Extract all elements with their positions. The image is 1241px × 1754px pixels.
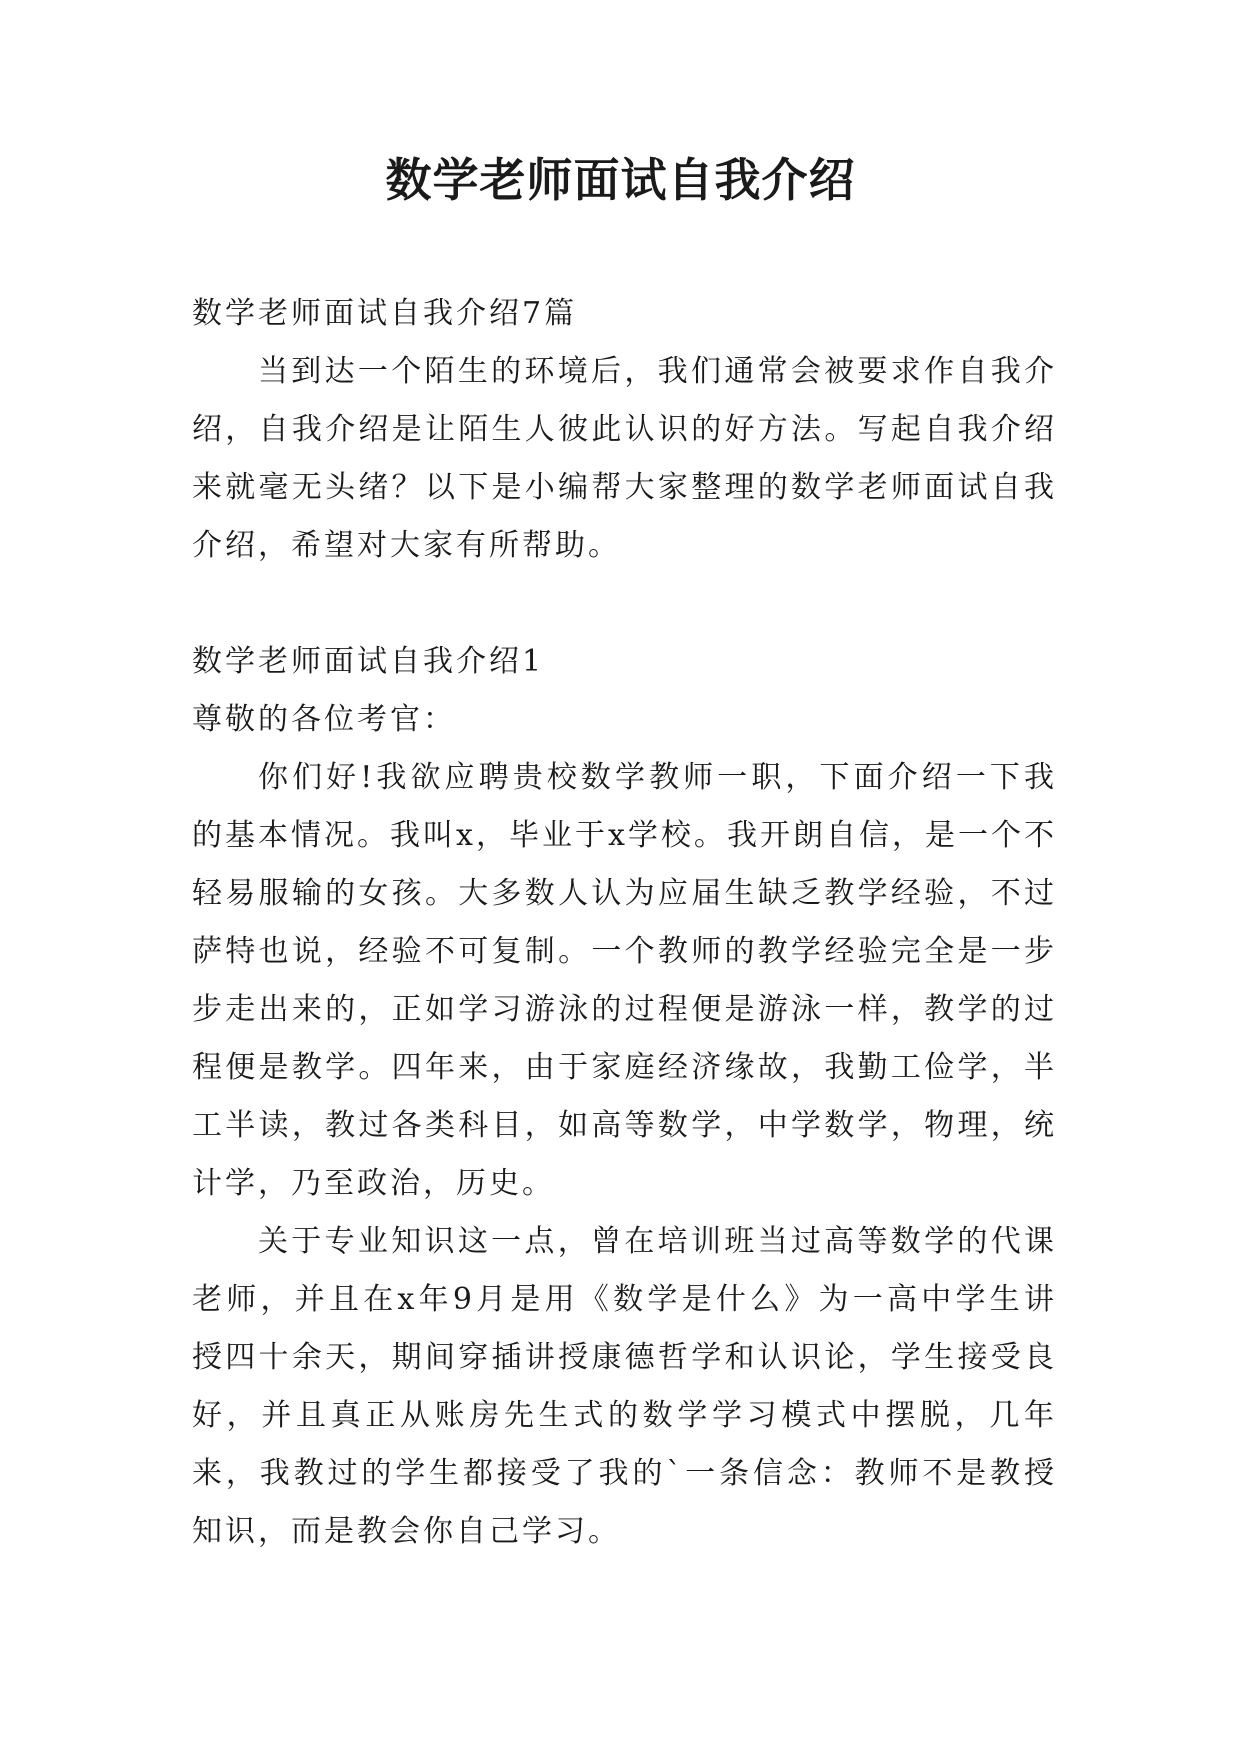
document-body [192,285,1057,1561]
document-title: 数学老师面试自我介绍 [385,153,856,207]
salutation: 尊敬的各位考官： [192,702,456,737]
document-subtitle: 数学老师面试自我介绍7篇 [192,296,578,331]
intro-paragraph: 当到达一个陌生的环境后，我们通常会被要求作自我介绍，自我介绍是让陌生人彼此认识的好方法。写起自我介绍来就毫无头绪？以下是小编帮大家整理的数学老师面试自我介绍，希望对大家有所帮助。 [192,354,1057,563]
body-paragraph-2: 关于专业知识这一点，曾在培训班当过高等数学的代课老师，并且在x年9月是用《数学是什么》为一高中学生讲授四十余天，期间穿插讲授康德哲学和认识论，学生接受良好，并且真正从账房先生式的数学学习模式中摆脱，几年来，我教过的学生都接受了我的`一条信念：教师不是教授知识，而是教会你自己学习。 [192,1224,1057,1549]
body-paragraph-1: 你们好!我欲应聘贵校数学教师一职，下面介绍一下我的基本情况。我叫x，毕业于x学校。我开朗自信，是一个不轻易服输的女孩。大多数人认为应届生缺乏教学经验，不过萨特也说，经验不可复制。一个教师的教学经验完全是一步步走出来的，正如学习游泳的过程便是游泳一样，教学的过程便是教学。四年来，由于家庭经济缘故，我勤工俭学，半工半读，教过各类科目，如高等数学，中学数学，物理，统计学，乃至政治，历史。 [192,760,1057,1201]
section-heading: 数学老师面试自我介绍1 [192,644,545,679]
section-spacer [192,575,1057,633]
